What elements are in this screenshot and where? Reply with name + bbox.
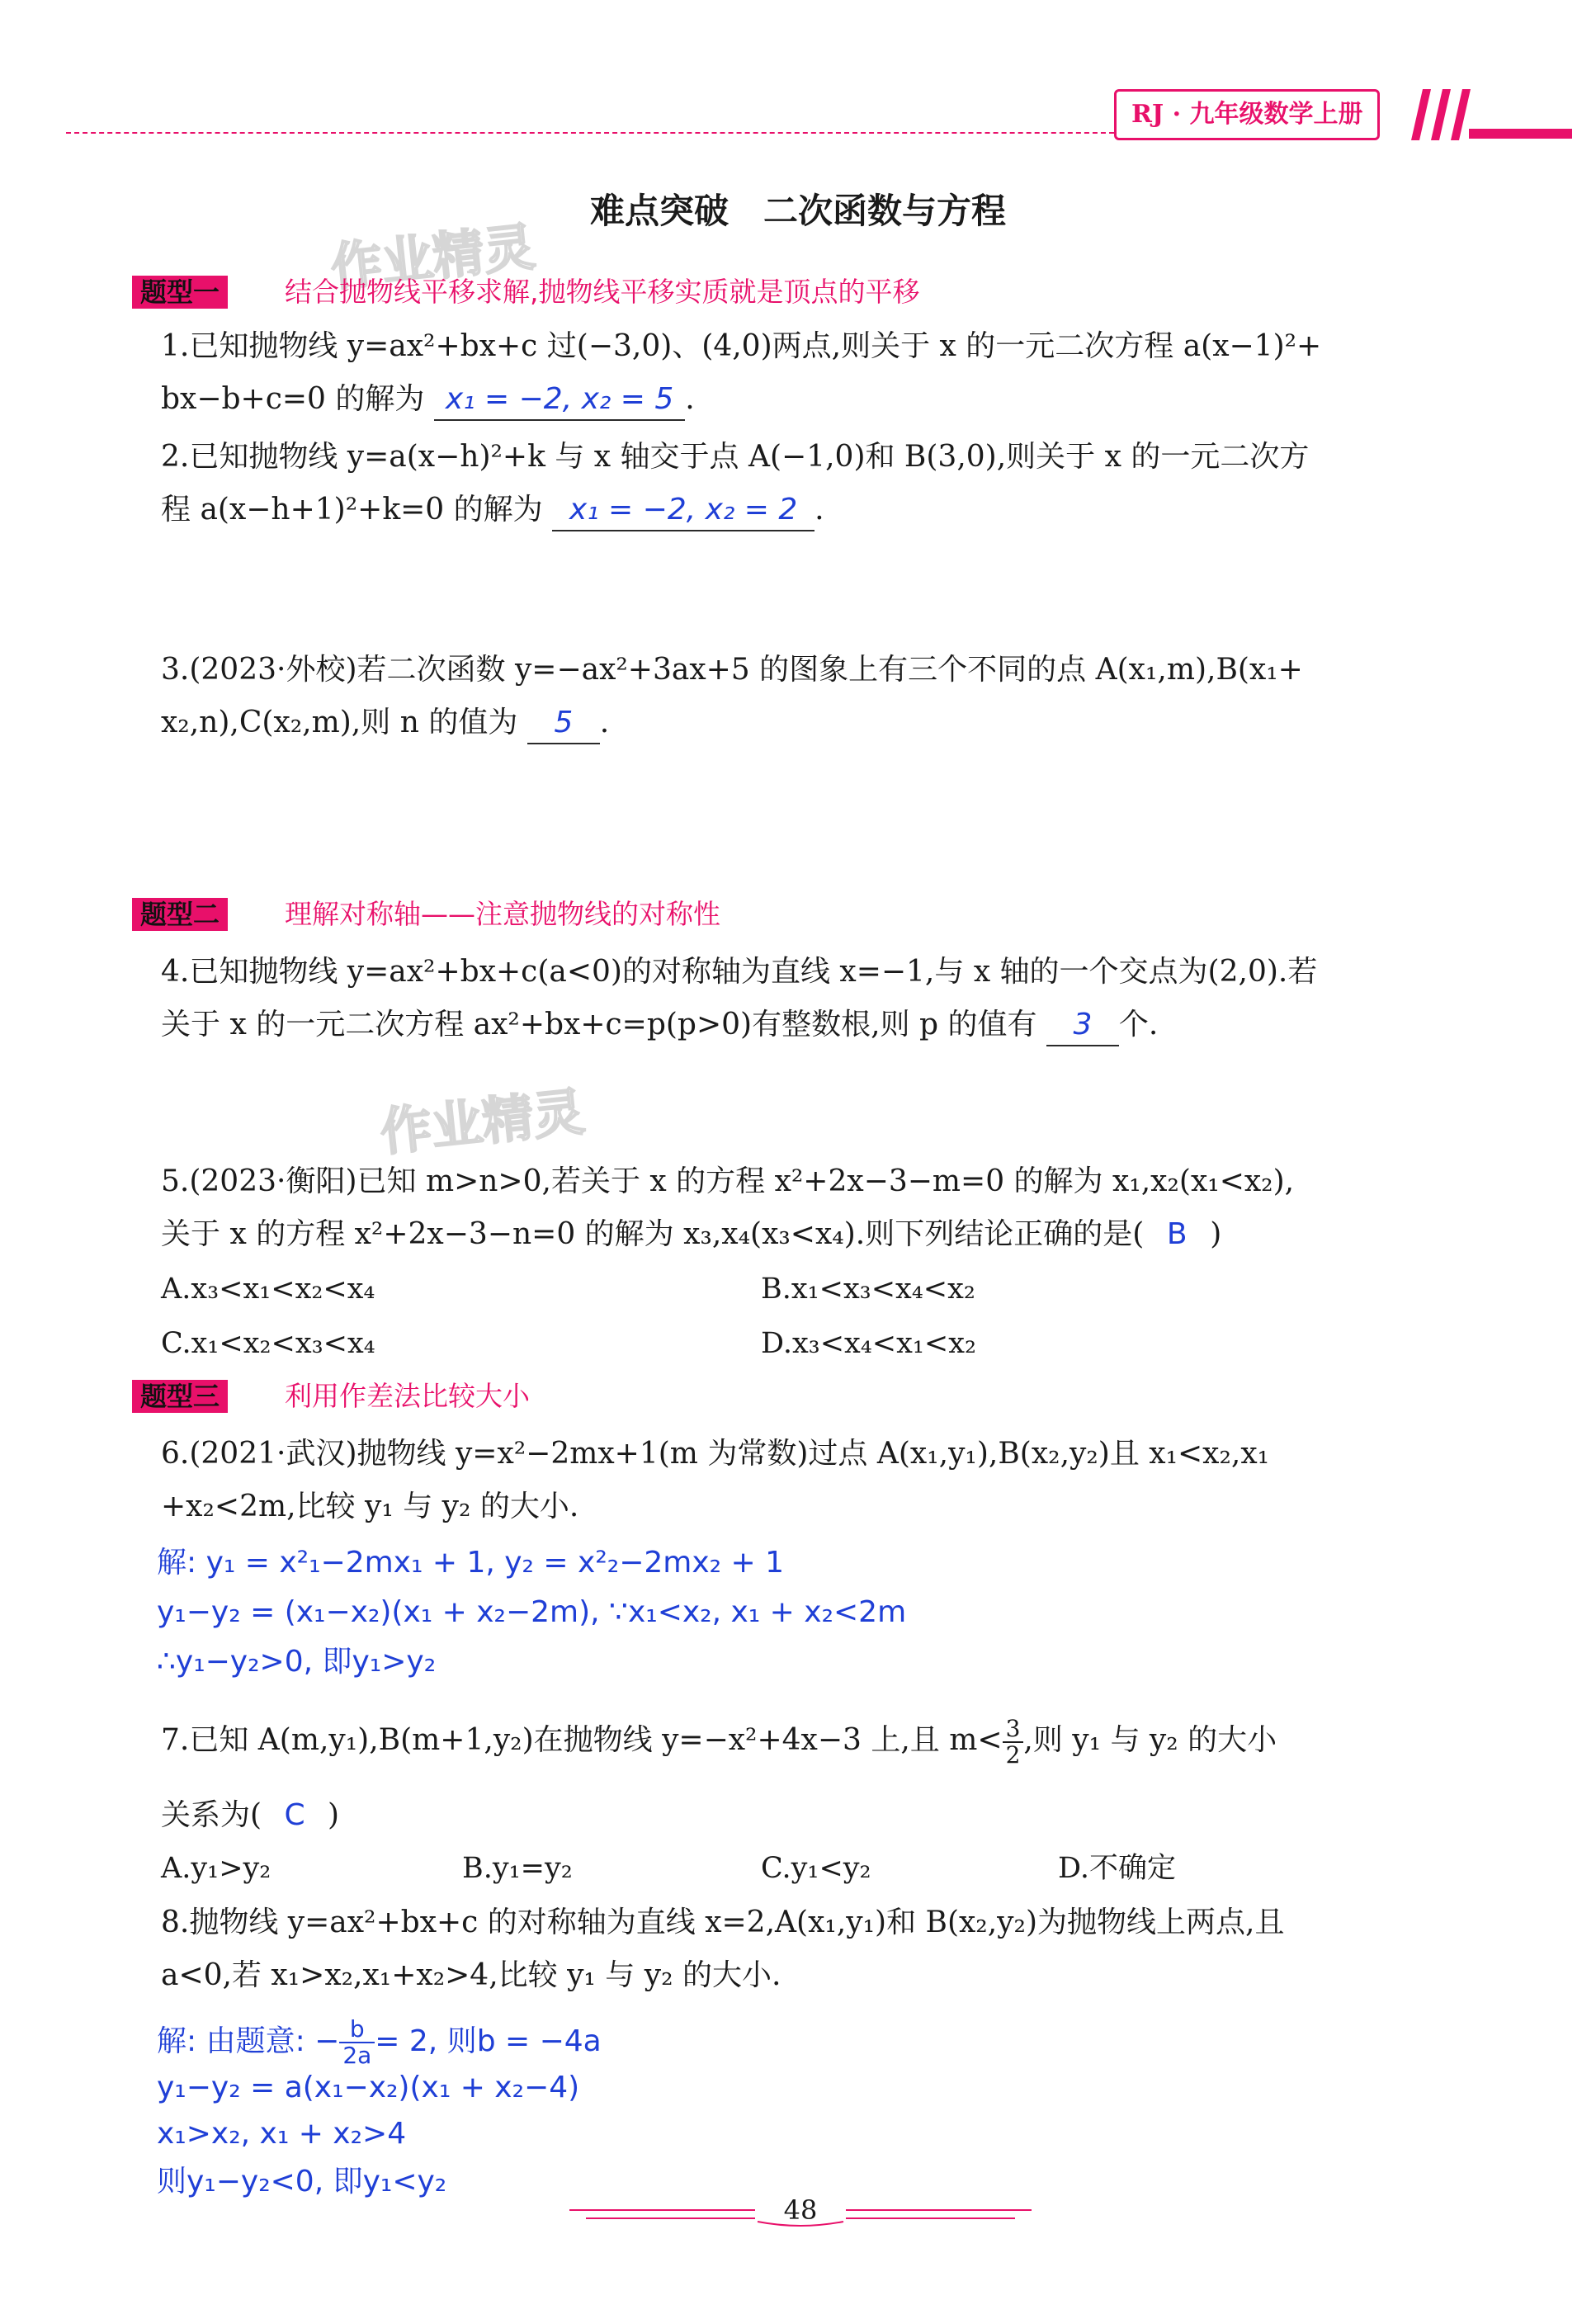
header-dashed-rule — [66, 132, 1114, 134]
q8-line2: a<0,若 x₁>x₂,x₁+x₂>4,比较 y₁ 与 y₂ 的大小. — [161, 1958, 781, 1992]
q8-solution-2: y₁−y₂ = a(x₁−x₂)(x₁ + x₂−4) — [157, 2071, 580, 2104]
q7-line1-text-a: 7.已知 A(m,y₁),B(m+1,y₂)在抛物线 y=−x²+4x−3 上,且 m< — [161, 1723, 1003, 1757]
q7-close: ) — [328, 1798, 340, 1832]
section-title-1: 结合抛物线平移求解,抛物线平移实质就是顶点的平移 — [285, 276, 920, 308]
q4-line2 — [161, 1005, 1465, 1046]
q7-option-c: C.y₁<y₂ — [761, 1852, 871, 1885]
q3-answer: 5 — [527, 703, 600, 744]
section-title-2: 理解对称轴——注意抛物线的对称性 — [285, 898, 720, 930]
q1-line2: bx−b+c=0 的解为 x₁ = −2, x₂ = 5 . — [161, 380, 1465, 421]
q4-unit: 个. — [1118, 1008, 1159, 1041]
q2-line2-text: 程 a(x−h+1)²+k=0 的解为 — [161, 493, 543, 527]
q5-close: ) — [1210, 1217, 1222, 1251]
q7-option-b: B.y₁=y₂ — [462, 1852, 573, 1885]
q5-option-b: B.x₁<x₃<x₄<x₂ — [761, 1273, 975, 1306]
q8-frac-den: 2a — [342, 2042, 372, 2069]
header-stripes — [1411, 89, 1576, 140]
q3-line2-text: x₂,n),C(x₂,m),则 n 的值为 — [161, 706, 518, 739]
header-badge — [1114, 89, 1380, 140]
q5-line2 — [161, 1215, 1465, 1254]
q5-answer: B — [1166, 1217, 1188, 1251]
section-tag-1: 题型一 — [132, 276, 228, 309]
q6-line1: 6.(2021·武汉)抛物线 y=x²−2mx+1(m 为常数)过点 A(x₁,y₁),B(x₂,y₂)且 x₁<x₂,x₁ — [161, 1437, 1270, 1471]
header-badge-text: RJ · 九年级数学上册 — [1131, 100, 1363, 129]
q7-option-d: D.不确定 — [1058, 1852, 1176, 1885]
q8-solution-3: x₁>x₂, x₁ + x₂>4 — [157, 2117, 407, 2151]
q7-fraction — [1003, 1717, 1024, 1768]
q7-line2 — [161, 1796, 1465, 1835]
q5-line2-text: 关于 x 的方程 x²+2x−3−n=0 的解为 x₃,x₄(x₃<x₄).则下列结论正确的是( — [161, 1217, 1145, 1251]
q2-answer: x₁ = −2, x₂ = 2 — [552, 490, 815, 531]
q6-solution-1: 解: y₁ = x²₁−2mx₁ + 1, y₂ = x²₂−2mx₂ + 1 — [157, 1546, 785, 1580]
q8-solution-1 — [157, 2017, 602, 2068]
q7-frac-den: 2 — [1005, 1741, 1021, 1769]
q3-line2: x₂,n),C(x₂,m),则 n 的值为 5 . — [161, 703, 1465, 744]
q5-line1: 5.(2023·衡阳)已知 m>n>0,若关于 x 的方程 x²+2x−3−m=0 的解为 x₁,x₂(x₁<x₂), — [161, 1164, 1295, 1198]
q2-line1: 2.已知抛物线 y=a(x−h)²+k 与 x 轴交于点 A(−1,0)和 B(3,0),则关于 x 的一元二次方 — [161, 440, 1310, 474]
watermark: 作业精灵 — [377, 1081, 588, 1163]
q8-solution-prefix: 解: 由题意: − — [157, 2024, 340, 2058]
q1-answer: x₁ = −2, x₂ = 5 — [434, 380, 685, 421]
q2-line2: 程 a(x−h+1)²+k=0 的解为 x₁ = −2, x₂ = 2 . — [161, 490, 1465, 531]
q6-solution-3: ∴y₁−y₂>0, 即y₁>y₂ — [157, 1645, 437, 1679]
q6-line2: +x₂<2m,比较 y₁ 与 y₂ 的大小. — [161, 1490, 579, 1523]
q4-line2-text: 关于 x 的一元二次方程 ax²+bx+c=p(p>0)有整数根,则 p 的值有 — [161, 1008, 1037, 1041]
q4-answer: 3 — [1046, 1005, 1119, 1046]
page-title: 难点突破 二次函数与方程 — [589, 191, 1006, 231]
q5-option-c: C.x₁<x₂<x₃<x₄ — [161, 1327, 375, 1360]
q5-option-a: A.x₃<x₁<x₂<x₄ — [161, 1273, 375, 1306]
q1-line2-text: bx−b+c=0 的解为 — [161, 382, 425, 416]
q8-solution-4: 则y₁−y₂<0, 即y₁<y₂ — [157, 2165, 447, 2199]
q7-line2-text: 关系为( — [161, 1798, 262, 1832]
q7-line1-text-b: ,则 y₁ 与 y₂ 的大小 — [1023, 1723, 1277, 1757]
q7-line1 — [161, 1717, 1465, 1768]
q7-frac-num: 3 — [1003, 1717, 1024, 1743]
section-tag-3: 题型三 — [132, 1380, 228, 1413]
q5-option-d: D.x₃<x₄<x₁<x₂ — [761, 1327, 976, 1360]
q8-fraction — [339, 2017, 375, 2068]
section-tag-2: 题型二 — [132, 898, 228, 931]
q7-option-a: A.y₁>y₂ — [161, 1852, 272, 1885]
q7-answer: C — [284, 1798, 305, 1832]
q6-solution-2: y₁−y₂ = (x₁−x₂)(x₁ + x₂−2m), ∵x₁<x₂, x₁ + x₂<2m — [157, 1595, 907, 1629]
q3-line1: 3.(2023·外校)若二次函数 y=−ax²+3ax+5 的图象上有三个不同的点 A(x₁,m),B(x₁+ — [161, 653, 1303, 687]
q8-frac-num: b — [339, 2017, 375, 2043]
q4-line1: 4.已知抛物线 y=ax²+bx+c(a<0)的对称轴为直线 x=−1,与 x 轴的一个交点为(2,0).若 — [161, 955, 1318, 989]
q8-line1: 8.抛物线 y=ax²+bx+c 的对称轴为直线 x=2,A(x₁,y₁)和 B(x₂,y₂)为抛物线上两点,且 — [161, 1906, 1285, 1939]
q1-line1: 1.已知抛物线 y=ax²+bx+c 过(−3,0)、(4,0)两点,则关于 x 的一元二次方程 a(x−1)²+ — [161, 329, 1322, 363]
page-number: 48 — [783, 2194, 818, 2226]
section-title-3: 利用作差法比较大小 — [285, 1380, 530, 1412]
q8-solution-suffix: = 2, 则b = −4a — [375, 2024, 602, 2058]
watermark: 作业精灵 — [328, 216, 538, 298]
